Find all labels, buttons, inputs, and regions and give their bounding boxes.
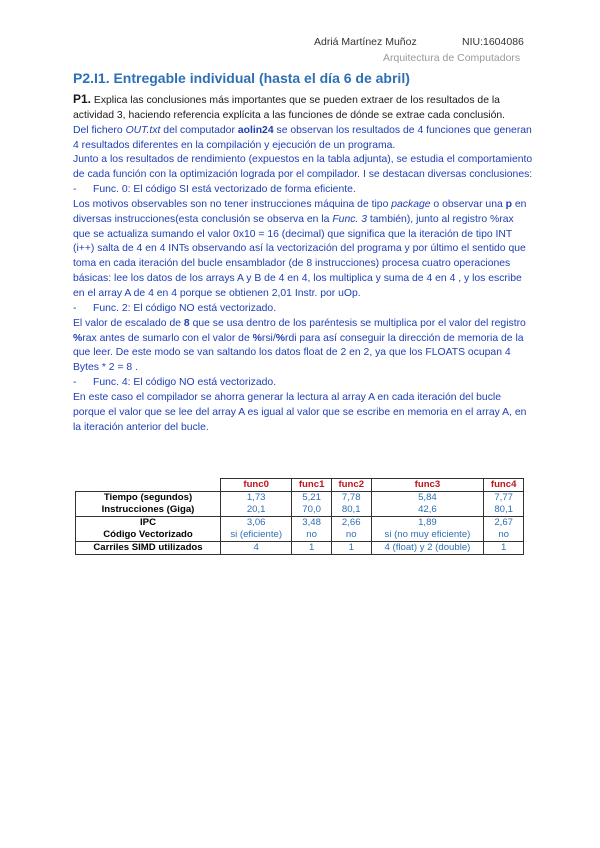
table-row [76, 529, 524, 542]
table-cell: 7,77 [484, 492, 524, 505]
table-cell: 1 [331, 542, 371, 555]
table-row [76, 542, 524, 555]
row-label: Tiempo (segundos) [76, 492, 221, 505]
performance-table [75, 478, 524, 555]
p3-text-d: también), junto al registro %rax que se actualiza sumando el valor 0x10 = 16 (decimal) que significa que la iteración de tipo INT (i++) salta de 4 en 4 INTs observando así la vectorización del programa y por último el sentido que toma en cada iteración del bucle ensamblador (de 8 instrucciones) procesa cuatro operaciones básicas: lee los datos de los arrays A y B de 4 en 4, los multiplica y suma de 4 en 4 , y los escribe en el array A de 4 en 4 porque se obtienen 2,01 Instr. por uOp. [73, 213, 526, 299]
table-corner [76, 479, 221, 492]
p4-rsi-sign: % [252, 332, 262, 344]
course-subject: Arquitectura de Computadors [383, 52, 521, 64]
p4-scale-value: 8 [183, 317, 190, 329]
table-cell: 1,73 [221, 492, 292, 505]
bullet-func2-text: Func. 2: El código NO está vectorizado. [93, 302, 277, 314]
header-func0: func0 [221, 479, 292, 492]
table-cell: 2,67 [484, 517, 524, 530]
p4-text-c: rax antes de sumarlo con el valor de [82, 332, 253, 344]
p4-text-d: rsi/ [261, 332, 276, 344]
answer-paragraph-4 [73, 317, 533, 376]
table-cell: 3,06 [221, 517, 292, 530]
document-body [73, 92, 533, 435]
table-cell: 1,89 [371, 517, 484, 530]
row-label: Carriles SIMD utilizados [76, 542, 221, 555]
table-cell: 20,1 [221, 504, 292, 517]
table-cell: no [331, 529, 371, 542]
p3-p-letter: p [505, 198, 512, 210]
question-paragraph [73, 92, 533, 124]
p3-text-b: o observar una [430, 198, 506, 210]
table-cell: 1 [484, 542, 524, 555]
table-cell: no [484, 529, 524, 542]
author-name: Adriá Martínez Muñoz [314, 36, 417, 48]
p4-text-e: rdi para así conseguir la dirección de memoria de la que leer. De este modo se van saltando los datos float de 2 en 2, ya que los FLOATS ocupan 4 Bytes * 2 = 8 . [73, 332, 524, 374]
table-cell: 1 [292, 542, 332, 555]
output-file-name: OUT.txt [125, 124, 161, 136]
table-cell: 2,66 [331, 517, 371, 530]
header-func4: func4 [484, 479, 524, 492]
bullet-func0-text: Func. 0: El código SI está vectorizado de forma eficiente. [93, 184, 356, 196]
answer-paragraph-3 [73, 198, 533, 302]
table-cell: 70,0 [292, 504, 332, 517]
page-title: P2.I1. Entregable individual (hasta el día 6 de abril) [73, 70, 410, 86]
host-name: aolin24 [237, 124, 274, 136]
table-cell: 3,48 [292, 517, 332, 530]
header-func1: func1 [292, 479, 332, 492]
answer-paragraph-2: Junto a los resultados de rendimiento (expuestos en la tabla adjunta), se estudia el comportamiento de cada función con la optimización lograda por el compilador. I se destacan diversas conclusiones: [73, 154, 533, 181]
table-header-row [76, 479, 524, 492]
table-cell: 5,21 [292, 492, 332, 505]
p3-text-a: Los motivos observables son no tener instrucciones máquina de tipo [73, 198, 392, 210]
student-id: NIU:1604086 [462, 36, 524, 48]
answer-intro [73, 124, 533, 154]
answer-paragraph-5: En este caso el compilador se ahorra generar la lectura al array A en cada iteración del bucle porque el valor que se lee del array A es igual al valor que se escribe en memoria en el array A, en la iteración anterior del bucle. [73, 391, 527, 433]
header-func2: func2 [331, 479, 371, 492]
table-row [76, 492, 524, 505]
header-func3: func3 [371, 479, 484, 492]
conclusion-bullet-func0: - Func. 0: El código SI está vectorizado de forma eficiente. [73, 184, 356, 196]
intro-text-a: Del fichero [73, 124, 126, 136]
table-row [76, 517, 524, 530]
table-row [76, 504, 524, 517]
table-cell: 42,6 [371, 504, 484, 517]
table-cell: si (eficiente) [221, 529, 292, 542]
bullet-func4-text: Func. 4: El código NO está vectorizado. [93, 377, 277, 389]
table-cell: 80,1 [484, 504, 524, 517]
row-label: Instrucciones (Giga) [76, 504, 221, 517]
table-cell: 4 [221, 542, 292, 555]
p4-rdi-sign: % [275, 332, 285, 344]
p3-package: package [391, 198, 431, 210]
intro-text-b: del computador [160, 124, 238, 136]
question-label: P1. [73, 92, 92, 106]
row-label: Código Vectorizado [76, 529, 221, 542]
p4-rax-sign: % [73, 332, 83, 344]
table-cell: no [292, 529, 332, 542]
p4-text-b: que se usa dentro de los paréntesis se multiplica por el valor del registro [189, 317, 526, 329]
table-cell: 4 (float) y 2 (double) [371, 542, 484, 555]
table-cell: si (no muy eficiente) [371, 529, 484, 542]
table-cell: 7,78 [331, 492, 371, 505]
p3-func-ref: Func. 3 [332, 213, 367, 225]
table-cell: 80,1 [331, 504, 371, 517]
table-cell: 5,84 [371, 492, 484, 505]
intro-text-c: se observan los resultados de 4 funciones que generan 4 resultados diferentes en la compilación y ejecución de un programa. [73, 124, 532, 151]
p3-text-c: en diversas instrucciones(esta conclusión se observa en la [73, 198, 527, 225]
row-label: IPC [76, 517, 221, 530]
p4-text-a: El valor de escalado de [73, 317, 184, 329]
question-text: Explica las conclusiones más importantes que se pueden extraer de los resultados de la actividad 3, haciendo referencia explícita a las funciones de dónde se extrae cada conclusión. [73, 95, 506, 121]
conclusion-bullet-func4: - Func. 4: El código NO está vectorizado. [73, 377, 277, 389]
conclusion-bullet-func2: - Func. 2: El código NO está vectorizado. [73, 302, 277, 314]
